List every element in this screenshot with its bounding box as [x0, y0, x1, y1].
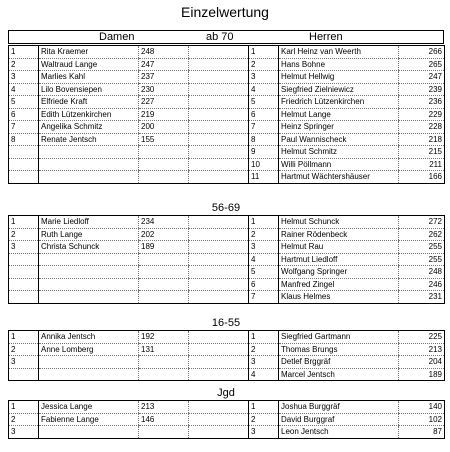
- herren-points: 236: [399, 96, 445, 109]
- herren-name: Heinz Springer: [279, 121, 399, 134]
- damen-points: 219: [139, 108, 189, 121]
- herren-name: David Burggraf: [279, 413, 399, 426]
- damen-rank: 6: [9, 108, 39, 121]
- table-row: [9, 356, 445, 369]
- damen-name: [39, 146, 139, 159]
- herren-points: 218: [399, 133, 445, 146]
- damen-rank: [9, 291, 39, 304]
- damen-rank: 1: [9, 46, 39, 59]
- damen-name: [39, 158, 139, 171]
- herren-name: Thomas Brungs: [279, 343, 399, 356]
- table-row: [9, 228, 445, 241]
- herren-rank: 4: [249, 83, 279, 96]
- herren-points: 265: [399, 58, 445, 71]
- damen-points: 189: [139, 241, 189, 254]
- damen-rank: 3: [9, 356, 39, 369]
- herren-points: 189: [399, 368, 445, 381]
- damen-points: [139, 291, 189, 304]
- herren-points: 239: [399, 83, 445, 96]
- table-row: [9, 253, 445, 266]
- damen-rank: 3: [11, 427, 16, 437]
- results-table-ab70: [8, 45, 445, 184]
- table-row: [9, 401, 445, 414]
- herren-rank: 2: [249, 228, 279, 241]
- damen-points: [139, 368, 189, 381]
- damen-name: [39, 278, 139, 291]
- table-row: [9, 133, 445, 146]
- table-row: [9, 71, 445, 84]
- page-title: Einzelwertung: [181, 4, 269, 20]
- damen-name: Elfriede Kraft: [39, 96, 139, 109]
- damen-rank: [9, 278, 39, 291]
- damen-name: Marlies Kahl: [39, 71, 139, 84]
- table-row: [9, 96, 445, 109]
- herren-points: 229: [399, 108, 445, 121]
- damen-name: Christa Schunck: [39, 241, 139, 254]
- damen-name: [39, 291, 139, 304]
- separator-cell: [189, 83, 249, 96]
- damen-points: 202: [139, 228, 189, 241]
- damen-name: Jessica Lange: [39, 401, 139, 414]
- table-row: [9, 216, 445, 229]
- table-row: [9, 158, 445, 171]
- damen-rank: [9, 253, 39, 266]
- table-row: [9, 121, 445, 134]
- damen-name: [39, 266, 139, 279]
- separator-cell: [189, 96, 249, 109]
- herren-rank: 1: [249, 216, 279, 229]
- separator-cell: [189, 171, 249, 184]
- separator-cell: [189, 266, 249, 279]
- herren-rank: 3: [249, 426, 279, 439]
- damen-rank: 2: [9, 413, 39, 426]
- damen-rank: 1: [9, 216, 39, 229]
- herren-name: Helmut Rau: [279, 241, 399, 254]
- table-row: [9, 83, 445, 96]
- damen-name: Lilo Bovensiepen: [39, 83, 139, 96]
- damen-name: Anne Lomberg: [39, 343, 139, 356]
- table-row: [9, 58, 445, 71]
- damen-rank: 4: [9, 83, 39, 96]
- herren-name: Siegfried Gartmann: [279, 331, 399, 344]
- herren-points: 255: [399, 241, 445, 254]
- herren-name: Friedrich Lützenkirchen: [279, 96, 399, 109]
- herren-points: 140: [399, 401, 445, 414]
- damen-rank: 2: [9, 343, 39, 356]
- herren-name: Marcel Jentsch: [279, 368, 399, 381]
- damen-points: 192: [139, 331, 189, 344]
- separator-cell: [189, 46, 249, 59]
- herren-name: Helmut Hellwig: [279, 71, 399, 84]
- results-table-jgd: [8, 400, 445, 439]
- damen-points: [139, 278, 189, 291]
- herren-name: Leon Jentsch: [279, 426, 399, 439]
- herren-name: Helmut Schunck: [279, 216, 399, 229]
- herren-points: 204: [399, 356, 445, 369]
- table-row: [9, 171, 445, 184]
- damen-name: [39, 253, 139, 266]
- damen-name: [39, 368, 139, 381]
- herren-rank: 4: [249, 368, 279, 381]
- table-row: [9, 368, 445, 381]
- damen-rank: 5: [9, 96, 39, 109]
- herren-name: Hartmut Liedloff: [279, 253, 399, 266]
- damen-rank: 2: [9, 228, 39, 241]
- damen-rank: 3: [9, 241, 39, 254]
- herren-name: Helmut Lange: [279, 108, 399, 121]
- damen-points: 213: [139, 401, 189, 414]
- herren-rank: 10: [249, 158, 279, 171]
- herren-rank: 4: [249, 253, 279, 266]
- herren-points: 247: [399, 71, 445, 84]
- herren-name: Wolfgang Springer: [279, 266, 399, 279]
- damen-points: [139, 158, 189, 171]
- damen-points: 227: [139, 96, 189, 109]
- herren-header: Herren: [309, 31, 343, 43]
- table-row: [9, 108, 445, 121]
- column-header-row: [8, 30, 444, 44]
- table-row: [9, 413, 445, 426]
- herren-rank: 3: [249, 241, 279, 254]
- separator-cell: [189, 291, 249, 304]
- herren-name: Karl Heinz van Weerth: [279, 46, 399, 59]
- separator-cell: [189, 158, 249, 171]
- damen-points: 131: [139, 343, 189, 356]
- damen-name: [39, 171, 139, 184]
- damen-rank: 2: [9, 58, 39, 71]
- table-row: [9, 291, 445, 304]
- herren-name: Siegfried Zielniewicz: [279, 83, 399, 96]
- table-row: [9, 241, 445, 254]
- damen-points: [139, 171, 189, 184]
- damen-rank: 3: [9, 71, 39, 84]
- damen-name: Marie Liedloff: [39, 216, 139, 229]
- damen-rank: 8: [9, 133, 39, 146]
- damen-points: [139, 266, 189, 279]
- herren-points: 255: [399, 253, 445, 266]
- damen-rank: [9, 171, 39, 184]
- table-row: [9, 46, 445, 59]
- damen-points: [139, 426, 189, 439]
- herren-points: 272: [399, 216, 445, 229]
- damen-name: Renate Jentsch: [39, 133, 139, 146]
- herren-rank: 9: [249, 146, 279, 159]
- herren-rank: 2: [249, 58, 279, 71]
- damen-points: 247: [139, 58, 189, 71]
- herren-name: Rainer Rödenbeck: [279, 228, 399, 241]
- herren-name: Klaus Helmes: [279, 291, 399, 304]
- separator-cell: [189, 401, 249, 414]
- herren-points: 246: [399, 278, 445, 291]
- table-row: [9, 266, 445, 279]
- damen-points: [139, 146, 189, 159]
- damen-points: 230: [139, 83, 189, 96]
- separator-cell: [189, 278, 249, 291]
- damen-rank: [9, 266, 39, 279]
- damen-name: Waltraud Lange: [39, 58, 139, 71]
- damen-rank: [9, 158, 39, 171]
- herren-points: 213: [399, 343, 445, 356]
- herren-name: Hans Bohne: [279, 58, 399, 71]
- damen-points: 200: [139, 121, 189, 134]
- herren-rank: 7: [249, 291, 279, 304]
- separator-cell: [189, 413, 249, 426]
- herren-points: 87: [399, 426, 445, 439]
- herren-points: 166: [399, 171, 445, 184]
- damen-name: Edith Lützenkirchen: [39, 108, 139, 121]
- herren-name: Detlef Brggräf: [279, 356, 399, 369]
- separator-cell: [189, 146, 249, 159]
- herren-rank: 5: [249, 266, 279, 279]
- herren-name: Joshua Burggräf: [279, 401, 399, 414]
- separator-cell: [189, 121, 249, 134]
- damen-name: Annika Jentsch: [39, 331, 139, 344]
- separator-cell: [189, 241, 249, 254]
- damen-name: [39, 356, 139, 369]
- herren-rank: 3: [249, 356, 279, 369]
- herren-rank: 6: [249, 278, 279, 291]
- herren-rank: 1: [249, 331, 279, 344]
- damen-name: Fabienne Lange: [39, 413, 139, 426]
- herren-rank: 5: [249, 96, 279, 109]
- separator-cell: [189, 356, 249, 369]
- separator-cell: [189, 426, 249, 439]
- herren-points: 228: [399, 121, 445, 134]
- herren-points: 262: [399, 228, 445, 241]
- herren-points: 102: [399, 413, 445, 426]
- herren-rank: 2: [249, 413, 279, 426]
- damen-points: 155: [139, 133, 189, 146]
- damen-points: [139, 253, 189, 266]
- damen-rank: 1: [9, 401, 39, 414]
- damen-rank: 1: [9, 331, 39, 344]
- separator-cell: [189, 343, 249, 356]
- table-row: [9, 278, 445, 291]
- damen-rank: [9, 146, 39, 159]
- table-row: [9, 146, 445, 159]
- separator-cell: [189, 331, 249, 344]
- herren-points: 225: [399, 331, 445, 344]
- section-label-16-55: 16-55: [211, 317, 241, 329]
- damen-name: Ruth Lange: [39, 228, 139, 241]
- herren-name: Hartmut Wächtershäuser: [279, 171, 399, 184]
- damen-rank: 7: [9, 121, 39, 134]
- damen-rank: [9, 368, 39, 381]
- section-label-56-69: 56-69: [211, 202, 241, 214]
- separator-cell: [189, 368, 249, 381]
- herren-points: 231: [399, 291, 445, 304]
- separator-cell: [189, 71, 249, 84]
- section-label-jgd: Jgd: [217, 387, 235, 399]
- results-table-56-69: [8, 215, 445, 304]
- herren-points: 248: [399, 266, 445, 279]
- damen-name: Angelika Schmitz: [39, 121, 139, 134]
- herren-rank: 3: [249, 71, 279, 84]
- herren-name: Paul Wannischeck: [279, 133, 399, 146]
- damen-points: 146: [139, 413, 189, 426]
- herren-rank: 6: [249, 108, 279, 121]
- damen-name: [39, 426, 139, 439]
- damen-points: [139, 356, 189, 369]
- damen-header: Damen: [99, 31, 135, 43]
- table-row: [9, 331, 445, 344]
- herren-points: 211: [399, 158, 445, 171]
- results-table-16-55: [8, 330, 445, 381]
- herren-rank: 1: [249, 401, 279, 414]
- herren-rank: 11: [249, 171, 279, 184]
- herren-points: 266: [399, 46, 445, 59]
- herren-rank: 8: [249, 133, 279, 146]
- separator-cell: [189, 253, 249, 266]
- table-row: [9, 343, 445, 356]
- herren-name: Willi Pöllmann: [279, 158, 399, 171]
- separator-cell: [189, 216, 249, 229]
- table-row: [9, 426, 445, 439]
- herren-name: Helmut Schmitz: [279, 146, 399, 159]
- herren-rank: 1: [249, 46, 279, 59]
- separator-cell: [189, 58, 249, 71]
- herren-rank: 7: [249, 121, 279, 134]
- damen-points: 237: [139, 71, 189, 84]
- age-group-header-ab70: ab 70: [206, 31, 234, 43]
- damen-points: 234: [139, 216, 189, 229]
- separator-cell: [189, 108, 249, 121]
- herren-name: Manfred Zingel: [279, 278, 399, 291]
- damen-points: 248: [139, 46, 189, 59]
- herren-points: 215: [399, 146, 445, 159]
- herren-rank: 2: [249, 343, 279, 356]
- separator-cell: [189, 228, 249, 241]
- separator-cell: [189, 133, 249, 146]
- damen-name: Rita Kraemer: [39, 46, 139, 59]
